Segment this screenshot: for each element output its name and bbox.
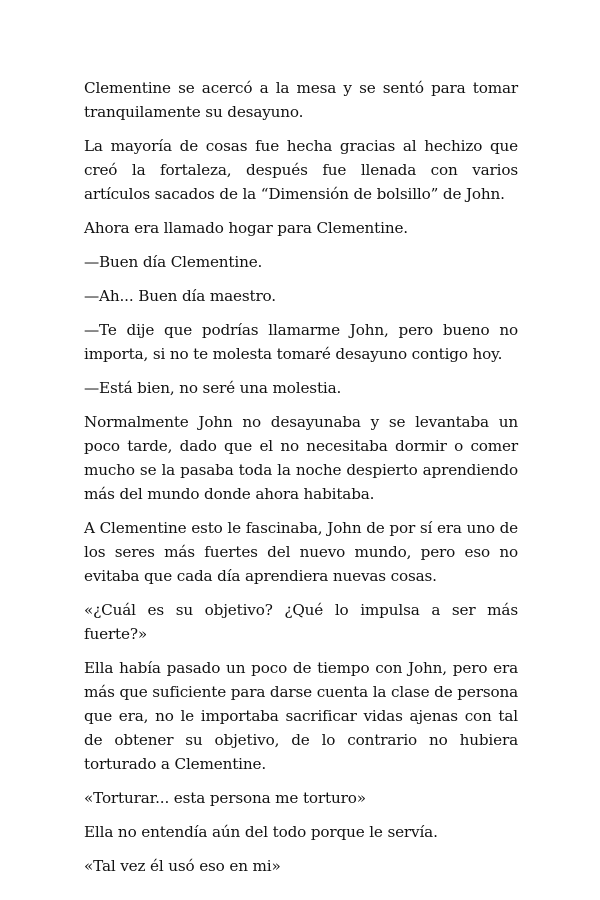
dialogue-line: —Está bien, no seré una molestia. [84, 379, 342, 397]
thought-line: «Torturar... esta persona me torturo» [84, 789, 366, 807]
dialogue-line: —Te dije que podrías llamarme John, pero bueno no importa, si no te molesta tomaré desayuno contigo hoy. [84, 321, 518, 363]
paragraph: Ahora era llamado hogar para Clementine. [84, 219, 408, 237]
thought-line: «Tal vez él usó eso en mi» [84, 857, 281, 875]
paragraph: A Clementine esto le fascinaba, John de por sí era uno de los seres más fuertes del nuevo mundo, pero eso no evitaba que cada día aprendiera nuevas cosas. [84, 519, 518, 585]
paragraph: La mayoría de cosas fue hecha gracias al hechizo que creó la fortaleza, después fue llenada con varios artículos sacados de la “Dimensión de bolsillo” de John. [84, 137, 518, 203]
paragraph: Clementine se acercó a la mesa y se sentó para tomar tranquilamente su desayuno. [84, 79, 518, 121]
dialogue-line: —Buen día Clementine. [84, 253, 263, 271]
page-text [84, 76, 518, 888]
dialogue-line: —Ah... Buen día maestro. [84, 287, 276, 305]
paragraph: Ella había pasado un poco de tiempo con John, pero era más que suficiente para darse cuenta la clase de persona que era, no le importaba sacrificar vidas ajenas con tal de obtener su objetivo, de lo contrario no hubiera torturado a Clementine. [84, 659, 518, 773]
paragraph: Ella no entendía aún del todo porque le servía. [84, 823, 438, 841]
thought-line: «¿Cuál es su objetivo? ¿Qué lo impulsa a ser más fuerte?» [84, 601, 518, 643]
paragraph: Normalmente John no desayunaba y se levantaba un poco tarde, dado que el no necesitaba dormir o comer mucho se la pasaba toda la noche despierto aprendiendo más del mundo donde ahora habitaba. [84, 413, 518, 503]
